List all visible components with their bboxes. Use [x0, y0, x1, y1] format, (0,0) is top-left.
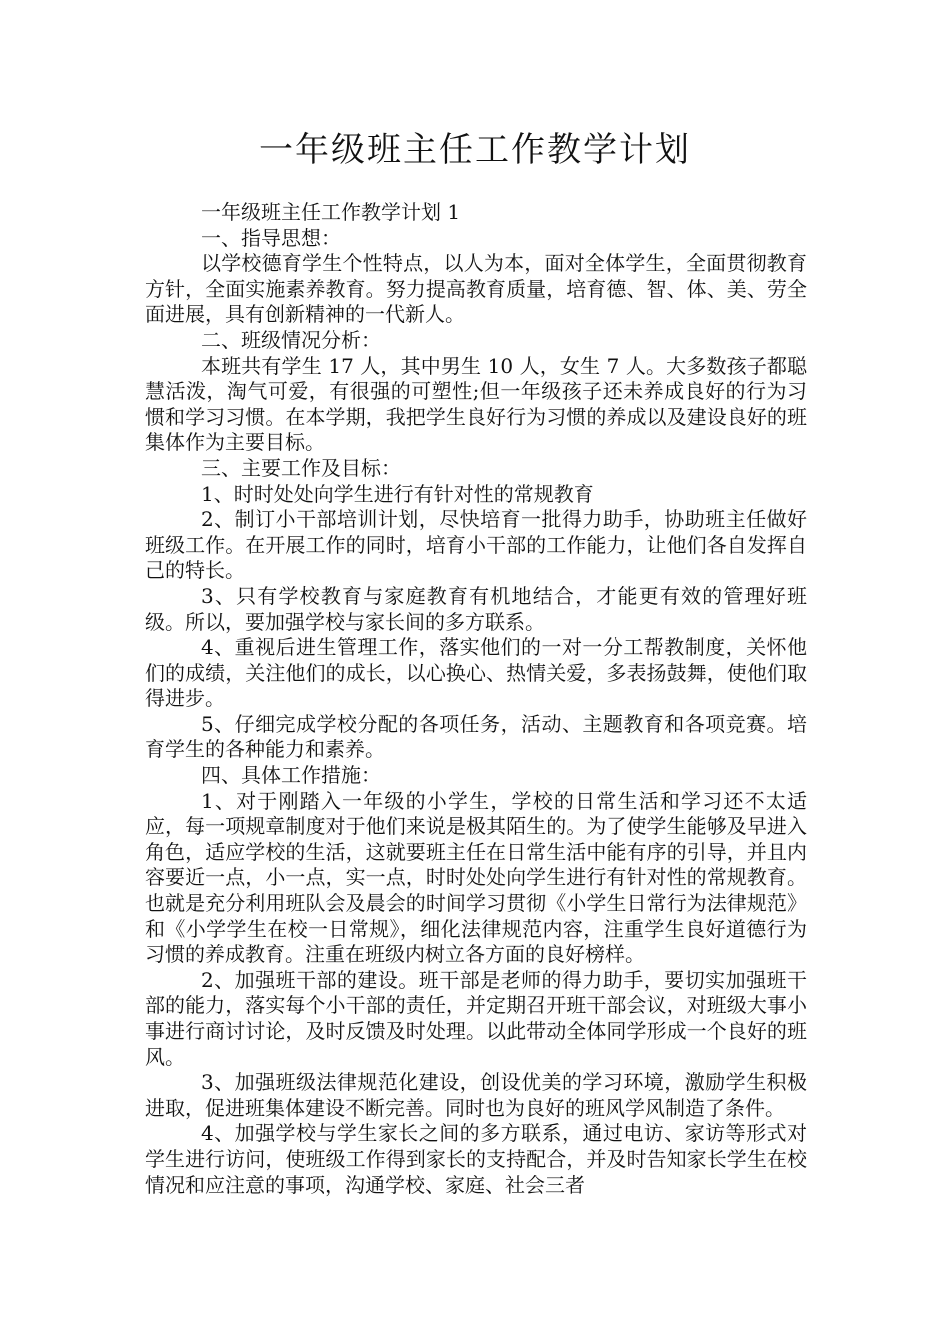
- goal-item-5: 5、仔细完成学校分配的各项任务，活动、主题教育和各项竞赛。培育学生的各种能力和素养。: [145, 711, 807, 762]
- section-heading-class-analysis: 二、班级情况分析：: [201, 327, 381, 352]
- measure-item-3: 3、加强班级法律规范化建设，创设优美的学习环境，激励学生积极进取，促进班集体建设不断完善。同时也为良好的班风学风制造了条件。: [145, 1070, 807, 1120]
- document-title: 一年级班主任工作教学计划: [259, 130, 691, 170]
- plan-subtitle: 一年级班主任工作教学计划 1: [201, 200, 461, 224]
- section-heading-measures: 四、具体工作措施：: [201, 763, 381, 788]
- measure-item-4: 4、加强学校与学生家长之间的多方联系，通过电访、家访等形式对学生进行访问，使班级工作得到家长的支持配合，并及时告知家长学生在校情况和应注意的事项，沟通学校、家庭、社会三者: [145, 1121, 807, 1197]
- goal-item-1: 1、时时处处向学生进行有针对性的常规教育: [201, 481, 594, 506]
- measure-item-2: 2、加强班干部的建设。班干部是老师的得力助手，要切实加强班干部的能力，落实每个小干部的责任，并定期召开班干部会议，对班级大事小事进行商讨讨论，及时反馈及时处理。以此带动全体同学形成一个良好的班风。: [145, 967, 807, 1069]
- goal-item-4: 4、重视后进生管理工作，落实他们的一对一分工帮教制度，关怀他们的成绩，关注他们的成长，以心换心、热情关爱，多表扬鼓舞，使他们取得进步。: [145, 635, 807, 711]
- measure-item-1: 1、对于刚踏入一年级的小学生，学校的日常生活和学习还不太适应，每一项规章制度对于他们来说是极其陌生的。为了使学生能够及早进入角色，适应学校的生活，这就要班主任在日常生活中能有序的引导，并且内容要近一点，小一点，实一点，时时处处向学生进行有针对性的常规教育。也就是充分利用班队会及晨会的时间学习贯彻《小学生日常行为法律规范》和《小学学生在校一日常规》，细化法律规范内容，注重学生良好道德行为习惯的养成教育。注重在班级内树立各方面的良好榜样。: [145, 788, 807, 967]
- document-body: [145, 200, 807, 1198]
- goal-item-3: 3、只有学校教育与家庭教育有机地结合，才能更有效的管理好班级。所以，要加强学校与家长间的多方联系。: [145, 583, 807, 634]
- section-heading-guiding-ideology: 一、指导思想：: [201, 225, 341, 250]
- section-heading-main-goals: 三、主要工作及目标：: [201, 455, 401, 480]
- paragraph-class-analysis: 本班共有学生 17 人，其中男生 10 人，女生 7 人。大多数孩子都聪慧活泼，淘气可爱，有很强的可塑性;但一年级孩子还未养成良好的行为习惯和学习习惯。在本学期，我把学生良好行为习惯的养成以及建设良好的班集体作为主要目标。: [145, 353, 807, 455]
- paragraph-guiding-ideology: 以学校德育学生个性特点，以人为本，面对全体学生，全面贯彻教育方针，全面实施素养教育。努力提高教育质量，培育德、智、体、美、劳全面进展，具有创新精神的一代新人。: [145, 251, 807, 327]
- goal-item-2: 2、制订小干部培训计划，尽快培育一批得力助手，协助班主任做好班级工作。在开展工作的同时，培育小干部的工作能力，让他们各自发挥自己的特长。: [145, 507, 807, 583]
